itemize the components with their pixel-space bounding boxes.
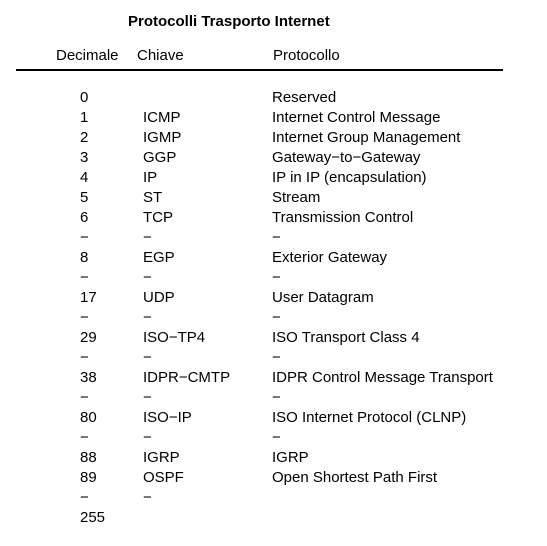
table-row bbox=[0, 108, 547, 128]
cell-protocol: Gateway−to−Gateway bbox=[272, 149, 421, 166]
cell-key: IGRP bbox=[143, 449, 180, 466]
cell-decimal: 17 bbox=[80, 289, 97, 306]
cell-key: ST bbox=[143, 189, 163, 206]
cell-decimal: − bbox=[80, 269, 89, 286]
cell-key: EGP bbox=[143, 249, 175, 266]
cell-protocol: Open Shortest Path First bbox=[272, 469, 438, 486]
cell-decimal: 5 bbox=[80, 189, 89, 206]
cell-key: − bbox=[143, 429, 152, 446]
cell-protocol: − bbox=[272, 389, 281, 406]
cell-key: IDPR−CMTP bbox=[143, 369, 231, 386]
table-row bbox=[0, 148, 547, 168]
table-row bbox=[0, 308, 547, 328]
cell-decimal: 80 bbox=[80, 409, 97, 426]
cell-decimal: 4 bbox=[80, 169, 89, 186]
cell-protocol: ISO Internet Protocol (CLNP) bbox=[272, 409, 467, 426]
cell-decimal: 1 bbox=[80, 109, 89, 126]
cell-decimal: 8 bbox=[80, 249, 89, 266]
cell-protocol: Internet Group Management bbox=[272, 129, 461, 146]
cell-protocol: Stream bbox=[272, 189, 321, 206]
table-row bbox=[0, 328, 547, 348]
cell-protocol: Reserved bbox=[272, 89, 337, 106]
cell-protocol: Exterior Gateway bbox=[272, 249, 388, 266]
table-row bbox=[0, 488, 547, 508]
cell-decimal: − bbox=[80, 309, 89, 326]
page-title: Protocolli Trasporto Internet bbox=[128, 13, 330, 30]
table-row bbox=[0, 128, 547, 148]
cell-key: TCP bbox=[143, 209, 173, 226]
header-divider bbox=[16, 69, 503, 71]
cell-protocol: − bbox=[272, 269, 281, 286]
table-row bbox=[0, 88, 547, 108]
cell-protocol: − bbox=[272, 229, 281, 246]
cell-protocol: IGRP bbox=[272, 449, 309, 466]
table-row bbox=[0, 208, 547, 228]
cell-protocol: − bbox=[272, 309, 281, 326]
cell-key: − bbox=[143, 389, 152, 406]
header-protocol: Protocollo bbox=[273, 47, 340, 64]
cell-protocol: Transmission Control bbox=[272, 209, 414, 226]
cell-key: − bbox=[143, 229, 152, 246]
cell-decimal: − bbox=[80, 489, 89, 506]
cell-protocol: − bbox=[272, 429, 281, 446]
cell-decimal: 29 bbox=[80, 329, 97, 346]
table-row bbox=[0, 508, 547, 528]
cell-decimal: 0 bbox=[80, 89, 89, 106]
table-row bbox=[0, 388, 547, 408]
cell-decimal: 2 bbox=[80, 129, 89, 146]
table-row bbox=[0, 468, 547, 488]
table-row bbox=[0, 268, 547, 288]
cell-decimal: 38 bbox=[80, 369, 97, 386]
cell-protocol: IP in IP (encapsulation) bbox=[272, 169, 427, 186]
table-row bbox=[0, 408, 547, 428]
cell-decimal: − bbox=[80, 389, 89, 406]
table-row bbox=[0, 248, 547, 268]
cell-key: − bbox=[143, 269, 152, 286]
table-row bbox=[0, 228, 547, 248]
table-header bbox=[0, 47, 547, 67]
cell-key: OSPF bbox=[143, 469, 184, 486]
table-row bbox=[0, 288, 547, 308]
cell-protocol: IDPR Control Message Transport bbox=[272, 369, 493, 386]
cell-key: ISO−TP4 bbox=[143, 329, 206, 346]
cell-protocol: Internet Control Message bbox=[272, 109, 441, 126]
protocol-table bbox=[0, 88, 547, 528]
cell-protocol: User Datagram bbox=[272, 289, 374, 306]
cell-decimal: − bbox=[80, 229, 89, 246]
cell-protocol: − bbox=[272, 349, 281, 366]
cell-key: ICMP bbox=[143, 109, 181, 126]
cell-decimal: 89 bbox=[80, 469, 97, 486]
cell-key: IP bbox=[143, 169, 158, 186]
cell-key: ISO−IP bbox=[143, 409, 192, 426]
cell-decimal: − bbox=[80, 349, 89, 366]
cell-key: − bbox=[143, 309, 152, 326]
cell-decimal: − bbox=[80, 429, 89, 446]
table-row bbox=[0, 348, 547, 368]
table-row bbox=[0, 368, 547, 388]
table-row bbox=[0, 188, 547, 208]
table-row bbox=[0, 168, 547, 188]
table-row bbox=[0, 428, 547, 448]
cell-key: − bbox=[143, 489, 152, 506]
header-key: Chiave bbox=[137, 47, 184, 64]
cell-key: GGP bbox=[143, 149, 177, 166]
cell-decimal: 88 bbox=[80, 449, 97, 466]
cell-decimal: 6 bbox=[80, 209, 89, 226]
cell-key: − bbox=[143, 349, 152, 366]
header-decimal: Decimale bbox=[56, 47, 119, 64]
cell-decimal: 3 bbox=[80, 149, 89, 166]
cell-decimal: 255 bbox=[80, 509, 106, 526]
table-row bbox=[0, 448, 547, 468]
cell-key: UDP bbox=[143, 289, 175, 306]
cell-protocol: ISO Transport Class 4 bbox=[272, 329, 420, 346]
cell-key: IGMP bbox=[143, 129, 182, 146]
